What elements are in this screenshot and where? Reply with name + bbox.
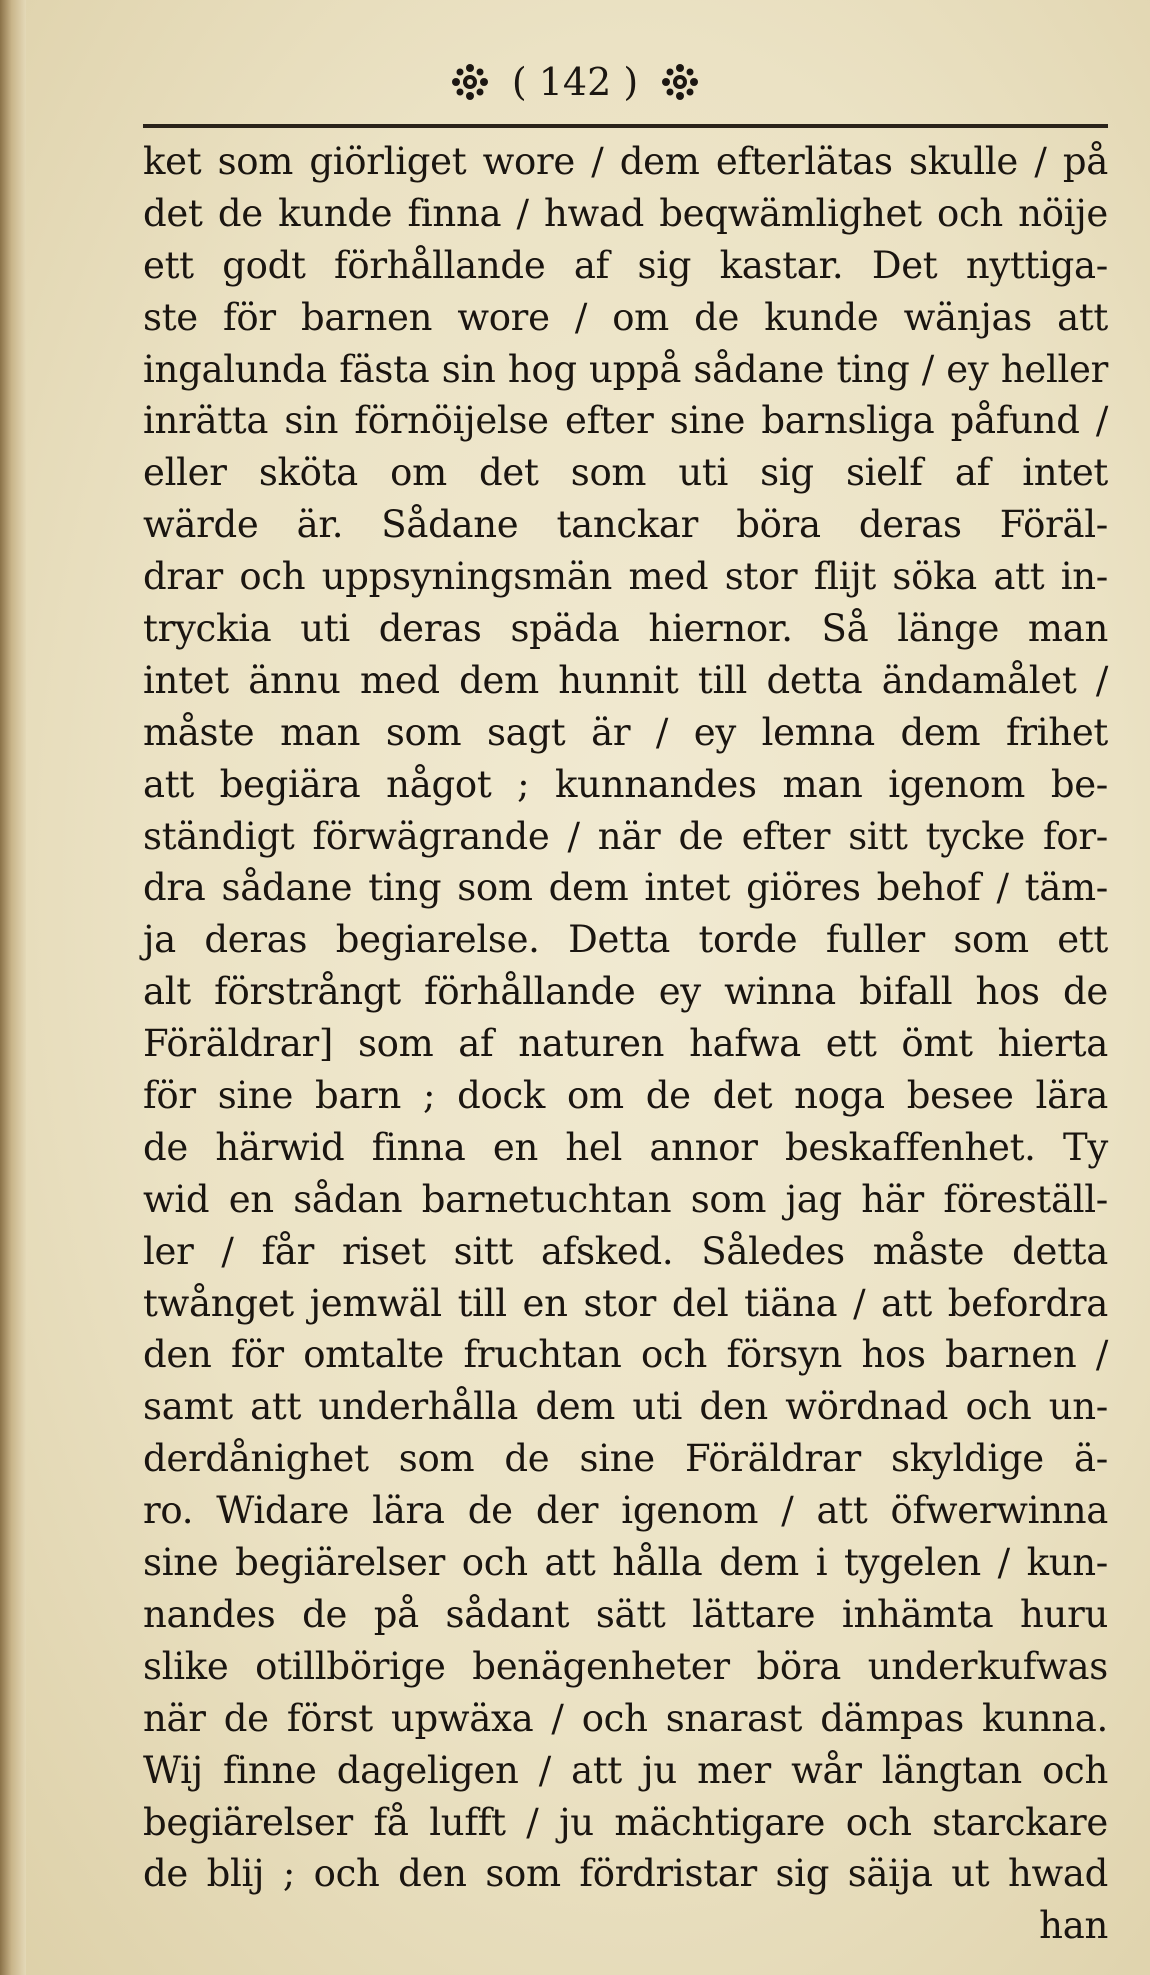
text-line: sine begiärelser och att hålla dem i tygelen / kun-: [143, 1541, 1108, 1585]
text-line: slike otillbörige benägenheter böra underkufwas: [143, 1644, 1108, 1688]
text-line: begiärelser få lufft / ju mächtigare och starckare: [143, 1800, 1108, 1844]
floral-ornament-icon: [660, 62, 700, 102]
text-line: de härwid finna en hel annor beskaffenhet. Ty: [143, 1125, 1108, 1169]
text-line: det de kunde finna / hwad beqwämlighet och nöije: [143, 191, 1108, 235]
text-line: ro. Widare lära de der igenom / att öfwerwinna: [143, 1489, 1108, 1533]
page-header: [0, 48, 1150, 108]
page-number: ( 142 ): [511, 59, 639, 104]
body-text: [143, 136, 1108, 1952]
text-line: wid en sådan barnetuchtan som jag här föreställ-: [143, 1177, 1108, 1221]
catchword: han: [1039, 1904, 1108, 1948]
text-line: när de först upwäxa / och snarast dämpas kunna.: [143, 1696, 1108, 1740]
text-line: ler / får riset sitt afsked. Således måste detta: [143, 1229, 1108, 1273]
text-line: ingalunda fästa sin hog uppå sådane ting / ey heller: [143, 347, 1108, 391]
text-line: inrätta sin förnöijelse efter sine barnsliga påfund /: [143, 399, 1108, 443]
text-line: intet ännu med dem hunnit till detta ändamålet /: [143, 658, 1108, 702]
text-line: tryckia uti deras späda hiernor. Så länge man: [143, 607, 1108, 651]
text-line: nandes de på sådant sätt lättare inhämta huru: [143, 1592, 1108, 1636]
text-line: eller sköta om det som uti sig sielf af intet: [143, 451, 1108, 495]
floral-ornament-icon: [450, 62, 490, 102]
text-line: den för omtalte fruchtan och försyn hos barnen /: [143, 1333, 1108, 1377]
text-line: twånget jemwäl till en stor del tiäna / att befordra: [143, 1281, 1108, 1325]
text-line: de blij ; och den som fördristar sig säija ut hwad: [143, 1852, 1108, 1896]
text-line: samt att underhålla dem uti den wördnad och un-: [143, 1385, 1108, 1429]
text-line: ste för barnen wore / om de kunde wänjas att: [143, 295, 1108, 339]
text-line: Wij finne dageligen / att ju mer wår längtan och: [143, 1748, 1108, 1792]
text-line: för sine barn ; dock om de det noga besee lära: [143, 1074, 1108, 1118]
page-binding-edge: [0, 0, 26, 1975]
text-line: derdånighet som de sine Föräldrar skyldige ä-: [143, 1437, 1108, 1481]
text-line: wärde är. Sådane tanckar böra deras Föräl-: [143, 503, 1108, 547]
text-line: ja deras begiarelse. Detta torde fuller som ett: [143, 918, 1108, 962]
text-line: ständigt förwägrande / när de efter sitt tycke for-: [143, 814, 1108, 858]
text-line: att begiära något ; kunnandes man igenom be-: [143, 762, 1108, 806]
text-line: Föräldrar] som af naturen hafwa ett ömt hierta: [143, 1022, 1108, 1066]
text-line: ett godt förhållande af sig kastar. Det nyttiga-: [143, 243, 1108, 287]
text-line: dra sådane ting som dem intet giöres behof / täm-: [143, 866, 1108, 910]
text-line: drar och uppsyningsmän med stor flijt söka att in-: [143, 555, 1108, 599]
text-line: ket som giörliget wore / dem efterlätas skulle / på: [143, 140, 1108, 183]
text-line: alt förstrångt förhållande ey winna bifall hos de: [143, 970, 1108, 1014]
text-line: måste man som sagt är / ey lemna dem frihet: [143, 710, 1108, 754]
header-rule: [143, 124, 1108, 128]
